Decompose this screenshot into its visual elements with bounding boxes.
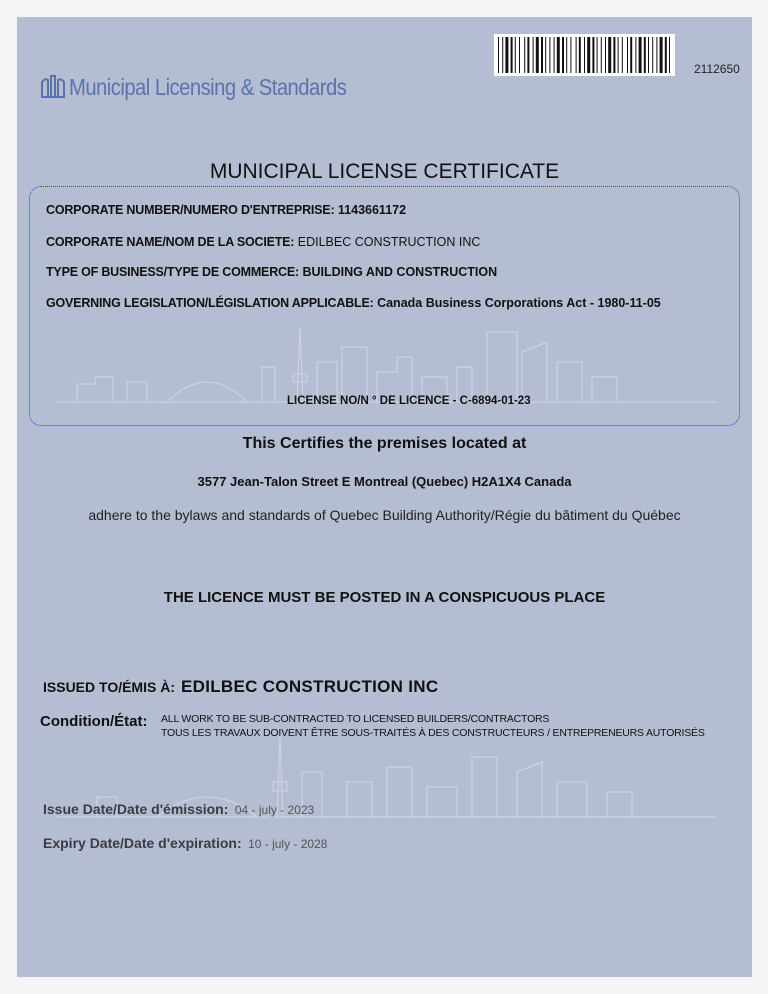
issue-date-label: Issue Date/Date d'émission:: [43, 801, 229, 817]
issued-to-value: EDILBEC CONSTRUCTION INC: [180, 677, 439, 696]
legislation-label: GOVERNING LEGISLATION/LÉGISLATION APPLICABLE:: [46, 296, 374, 310]
issue-date-value: 04 - july - 2023: [234, 803, 315, 817]
issue-date-row: [43, 801, 314, 819]
expiry-date-row: [43, 835, 327, 853]
corporate-number-label: CORPORATE NUMBER/NUMERO D'ENTREPRISE:: [46, 203, 335, 217]
corporate-name-row: [46, 235, 480, 249]
business-type-label: TYPE OF BUSINESS/TYPE DE COMMERCE:: [46, 265, 299, 279]
condition-label: Condition/État:: [40, 713, 148, 730]
legislation-row: [46, 296, 661, 310]
city-hall-logo-icon: [40, 74, 66, 98]
corporate-name-label: CORPORATE NAME/NOM DE LA SOCIETE:: [46, 235, 295, 249]
serial-number: 2112650: [694, 62, 740, 76]
brand-name: Municipal Licensing & Standards: [69, 74, 347, 100]
barcode: [494, 34, 675, 76]
certificate-sheet: [17, 17, 752, 977]
business-type-value: BUILDING AND CONSTRUCTION: [302, 265, 498, 279]
page-title: MUNICIPAL LICENSE CERTIFICATE: [209, 160, 560, 183]
business-type-row: [46, 265, 497, 279]
expiry-date-label: Expiry Date/Date d'expiration:: [43, 835, 242, 851]
legislation-value: Canada Business Corporations Act - 1980-11-05: [377, 296, 661, 310]
condition-line-fr: TOUS LES TRAVAUX DOIVENT ÊTRE SOUS-TRAITÉS À DES CONSTRUCTEURS / ENTREPRENEURS AUTORISÉS: [161, 727, 705, 739]
corporate-number-row: [46, 203, 406, 217]
issued-to-label: ISSUED TO/ÉMIS À:: [43, 679, 175, 695]
posting-notice: THE LICENCE MUST BE POSTED IN A CONSPICUOUS PLACE: [163, 589, 606, 606]
corporate-number-value: 1143661172: [337, 203, 407, 217]
license-number: LICENSE NO/N ° DE LICENCE - C-6894-01-23: [287, 395, 531, 407]
issued-to-row: [43, 677, 438, 697]
bylaws-statement: adhere to the bylaws and standards of Quebec Building Authority/Régie du bâtiment du Québec: [88, 507, 681, 523]
certification-heading: This Certifies the premises located at: [242, 435, 527, 452]
premises-address: 3577 Jean-Talon Street E Montreal (Quebec) H2A1X4 Canada: [197, 474, 572, 489]
corporate-name-value: EDILBEC CONSTRUCTION INC: [297, 235, 481, 249]
condition-line-en: ALL WORK TO BE SUB-CONTRACTED TO LICENSED BUILDERS/CONTRACTORS: [161, 713, 550, 725]
expiry-date-value: 10 - july - 2028: [248, 837, 328, 851]
